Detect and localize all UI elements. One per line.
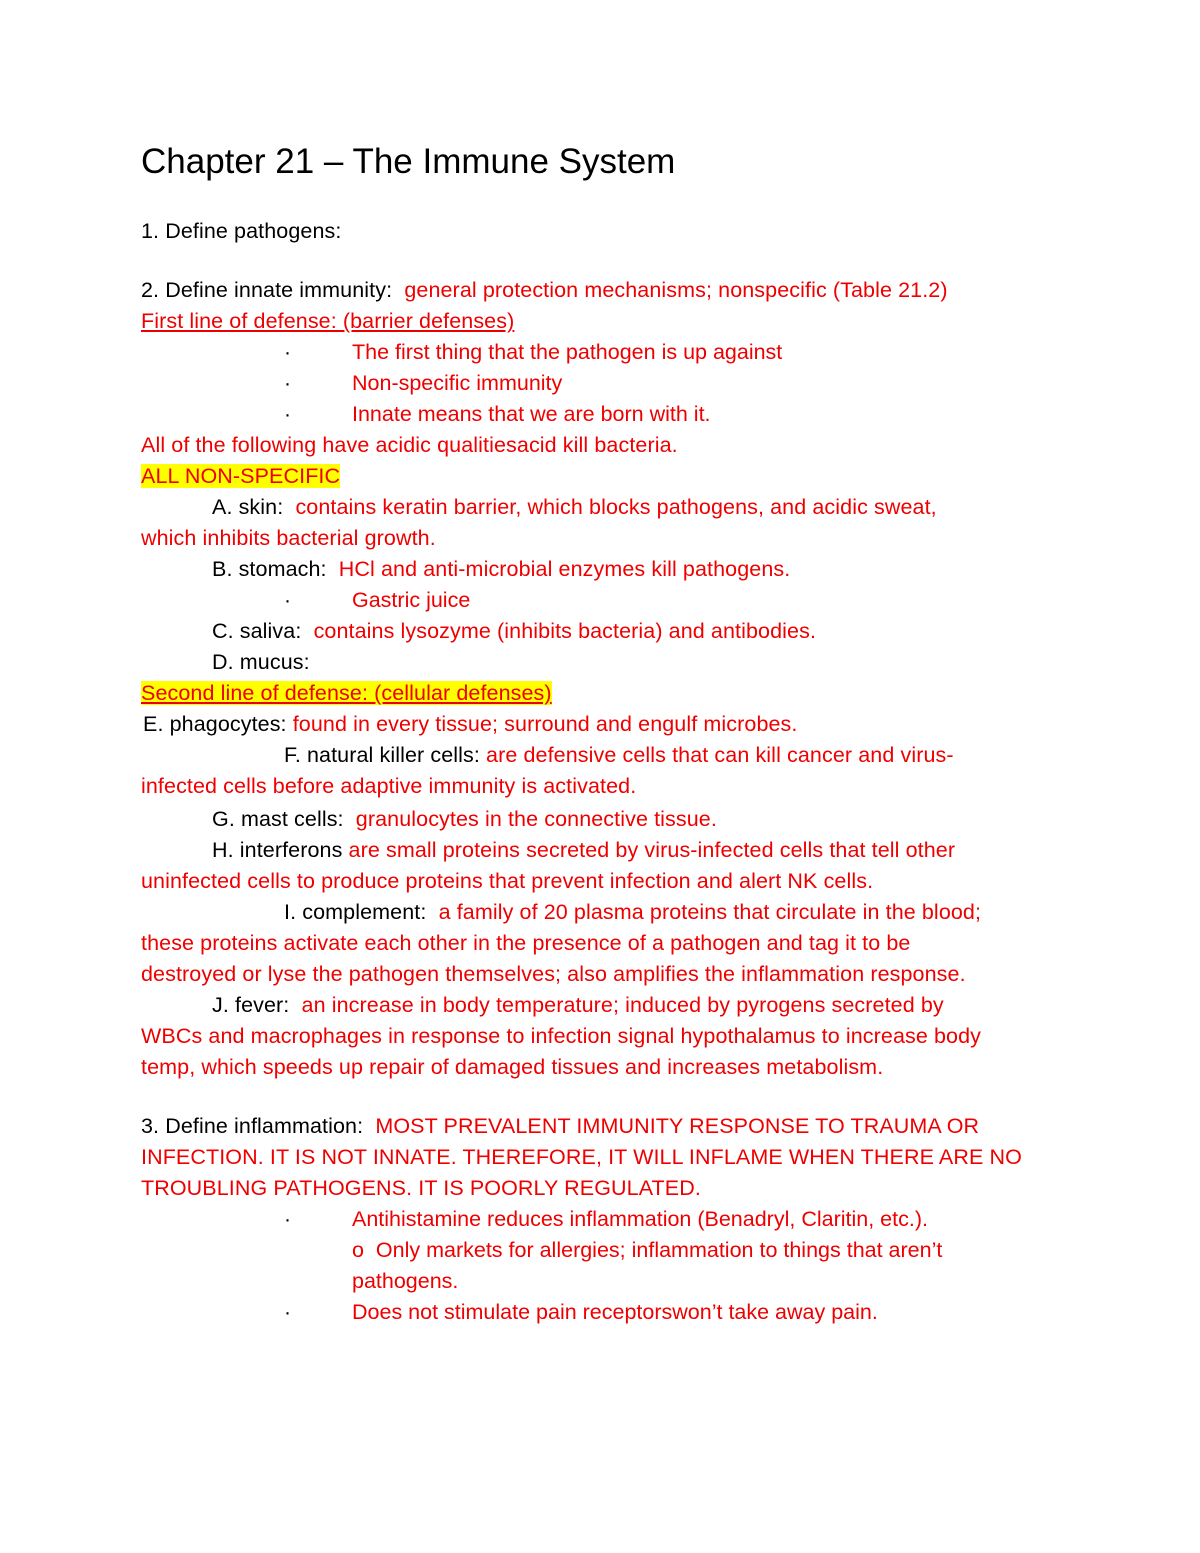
- bullet-marker: ·: [284, 1208, 291, 1231]
- sub-bullet-marker: o: [352, 1238, 364, 1262]
- question-3-answer: MOST PREVALENT IMMUNITY RESPONSE TO TRAUMA OR: [375, 1114, 980, 1138]
- item-i: [284, 897, 981, 928]
- item-a: [212, 492, 937, 523]
- item-j-label: J. fever:: [212, 993, 290, 1017]
- question-2-label: 2. Define innate immunity:: [141, 278, 393, 302]
- bullet-item: Gastric juice: [352, 588, 471, 612]
- item-f-text: are defensive cells that can kill cancer and virus-: [486, 743, 954, 767]
- bullet-item: Does not stimulate pain receptorswon’t take away pain.: [352, 1300, 878, 1324]
- item-c-text: contains lysozyme (inhibits bacteria) and antibodies.: [313, 619, 817, 643]
- item-j: [212, 990, 944, 1021]
- question-3-answer-continued: INFECTION. IT IS NOT INNATE. THEREFORE, IT WILL INFLAME WHEN THERE ARE NO: [141, 1145, 1022, 1169]
- item-g-text: granulocytes in the connective tissue.: [355, 807, 717, 831]
- page-title: Chapter 21 – The Immune System: [141, 142, 676, 181]
- item-a-continued: which inhibits bacterial growth.: [141, 526, 436, 550]
- question-3: [141, 1111, 979, 1142]
- sub-bullet-text: Only markets for allergies; inflammation to things that aren’t: [375, 1238, 943, 1262]
- all-nonspecific-note: [141, 461, 340, 492]
- bullet-item: The first thing that the pathogen is up against: [352, 340, 783, 364]
- item-i-continued: destroyed or lyse the pathogen themselves; also amplifies the inflammation response.: [141, 962, 966, 986]
- item-j-text: an increase in body temperature; induced by pyrogens secreted by: [301, 993, 944, 1017]
- bullet-marker: ·: [284, 1301, 291, 1324]
- item-b: [212, 554, 790, 585]
- item-i-label: I. complement:: [284, 900, 427, 924]
- highlighted-text: ALL NON-SPECIFIC: [141, 464, 341, 488]
- bullet-item: Antihistamine reduces inflammation (Benadryl, Claritin, etc.).: [352, 1207, 928, 1231]
- bullet-marker: ·: [284, 403, 291, 426]
- item-d-label: D. mucus:: [212, 650, 310, 674]
- item-a-text: contains keratin barrier, which blocks pathogens, and acidic sweat,: [295, 495, 937, 519]
- item-c-label: C. saliva:: [212, 619, 302, 643]
- question-3-answer-continued: TROUBLING PATHOGENS. IT IS POORLY REGULATED.: [141, 1176, 701, 1200]
- item-f-continued: infected cells before adaptive immunity is activated.: [141, 774, 637, 798]
- question-2: [141, 275, 948, 306]
- bullet-marker: ·: [284, 341, 291, 364]
- item-e: [143, 709, 797, 740]
- item-g: [212, 804, 717, 835]
- bullet-item: Innate means that we are born with it.: [352, 402, 711, 426]
- item-j-continued: WBCs and macrophages in response to infection signal hypothalamus to increase body: [141, 1024, 982, 1048]
- bullet-marker: ·: [284, 589, 291, 612]
- item-a-label: A. skin:: [212, 495, 284, 519]
- acidic-note: All of the following have acidic qualitiesacid kill bacteria.: [141, 433, 678, 457]
- question-1-label: 1. Define pathogens:: [141, 219, 342, 243]
- item-c: [212, 616, 816, 647]
- highlighted-text: Second line of defense: (cellular defenses): [141, 681, 552, 705]
- item-b-text: HCl and anti-microbial enzymes kill pathogens.: [338, 557, 791, 581]
- question-1: [141, 216, 341, 247]
- item-i-continued: these proteins activate each other in the presence of a pathogen and tag it to be: [141, 931, 911, 955]
- question-2-answer: general protection mechanisms; nonspecific (Table 21.2): [404, 278, 948, 302]
- item-h-continued: uninfected cells to produce proteins that prevent infection and alert NK cells.: [141, 869, 874, 893]
- item-e-text: found in every tissue; surround and engulf microbes.: [292, 712, 798, 736]
- item-j-continued: temp, which speeds up repair of damaged tissues and increases metabolism.: [141, 1055, 884, 1079]
- sub-bullet-continued: pathogens.: [352, 1269, 459, 1293]
- item-f-label: F. natural killer cells:: [284, 743, 480, 767]
- item-h-text: are small proteins secreted by virus-infected cells that tell other: [348, 838, 956, 862]
- item-h: [212, 835, 955, 866]
- item-f: [284, 740, 954, 771]
- bullet-marker: ·: [284, 372, 291, 395]
- item-d: [212, 647, 310, 678]
- bullet-item: Non-specific immunity: [352, 371, 563, 395]
- question-3-label: 3. Define inflammation:: [141, 1114, 364, 1138]
- item-h-label: H. interferons: [212, 838, 343, 862]
- item-e-label: E. phagocytes:: [143, 712, 287, 736]
- first-line-heading: First line of defense: (barrier defenses): [141, 309, 515, 333]
- sub-bullet-item: [352, 1235, 942, 1266]
- item-b-label: B. stomach:: [212, 557, 327, 581]
- item-g-label: G. mast cells:: [212, 807, 344, 831]
- item-i-text: a family of 20 plasma proteins that circulate in the blood;: [438, 900, 982, 924]
- second-line-heading: [141, 678, 552, 709]
